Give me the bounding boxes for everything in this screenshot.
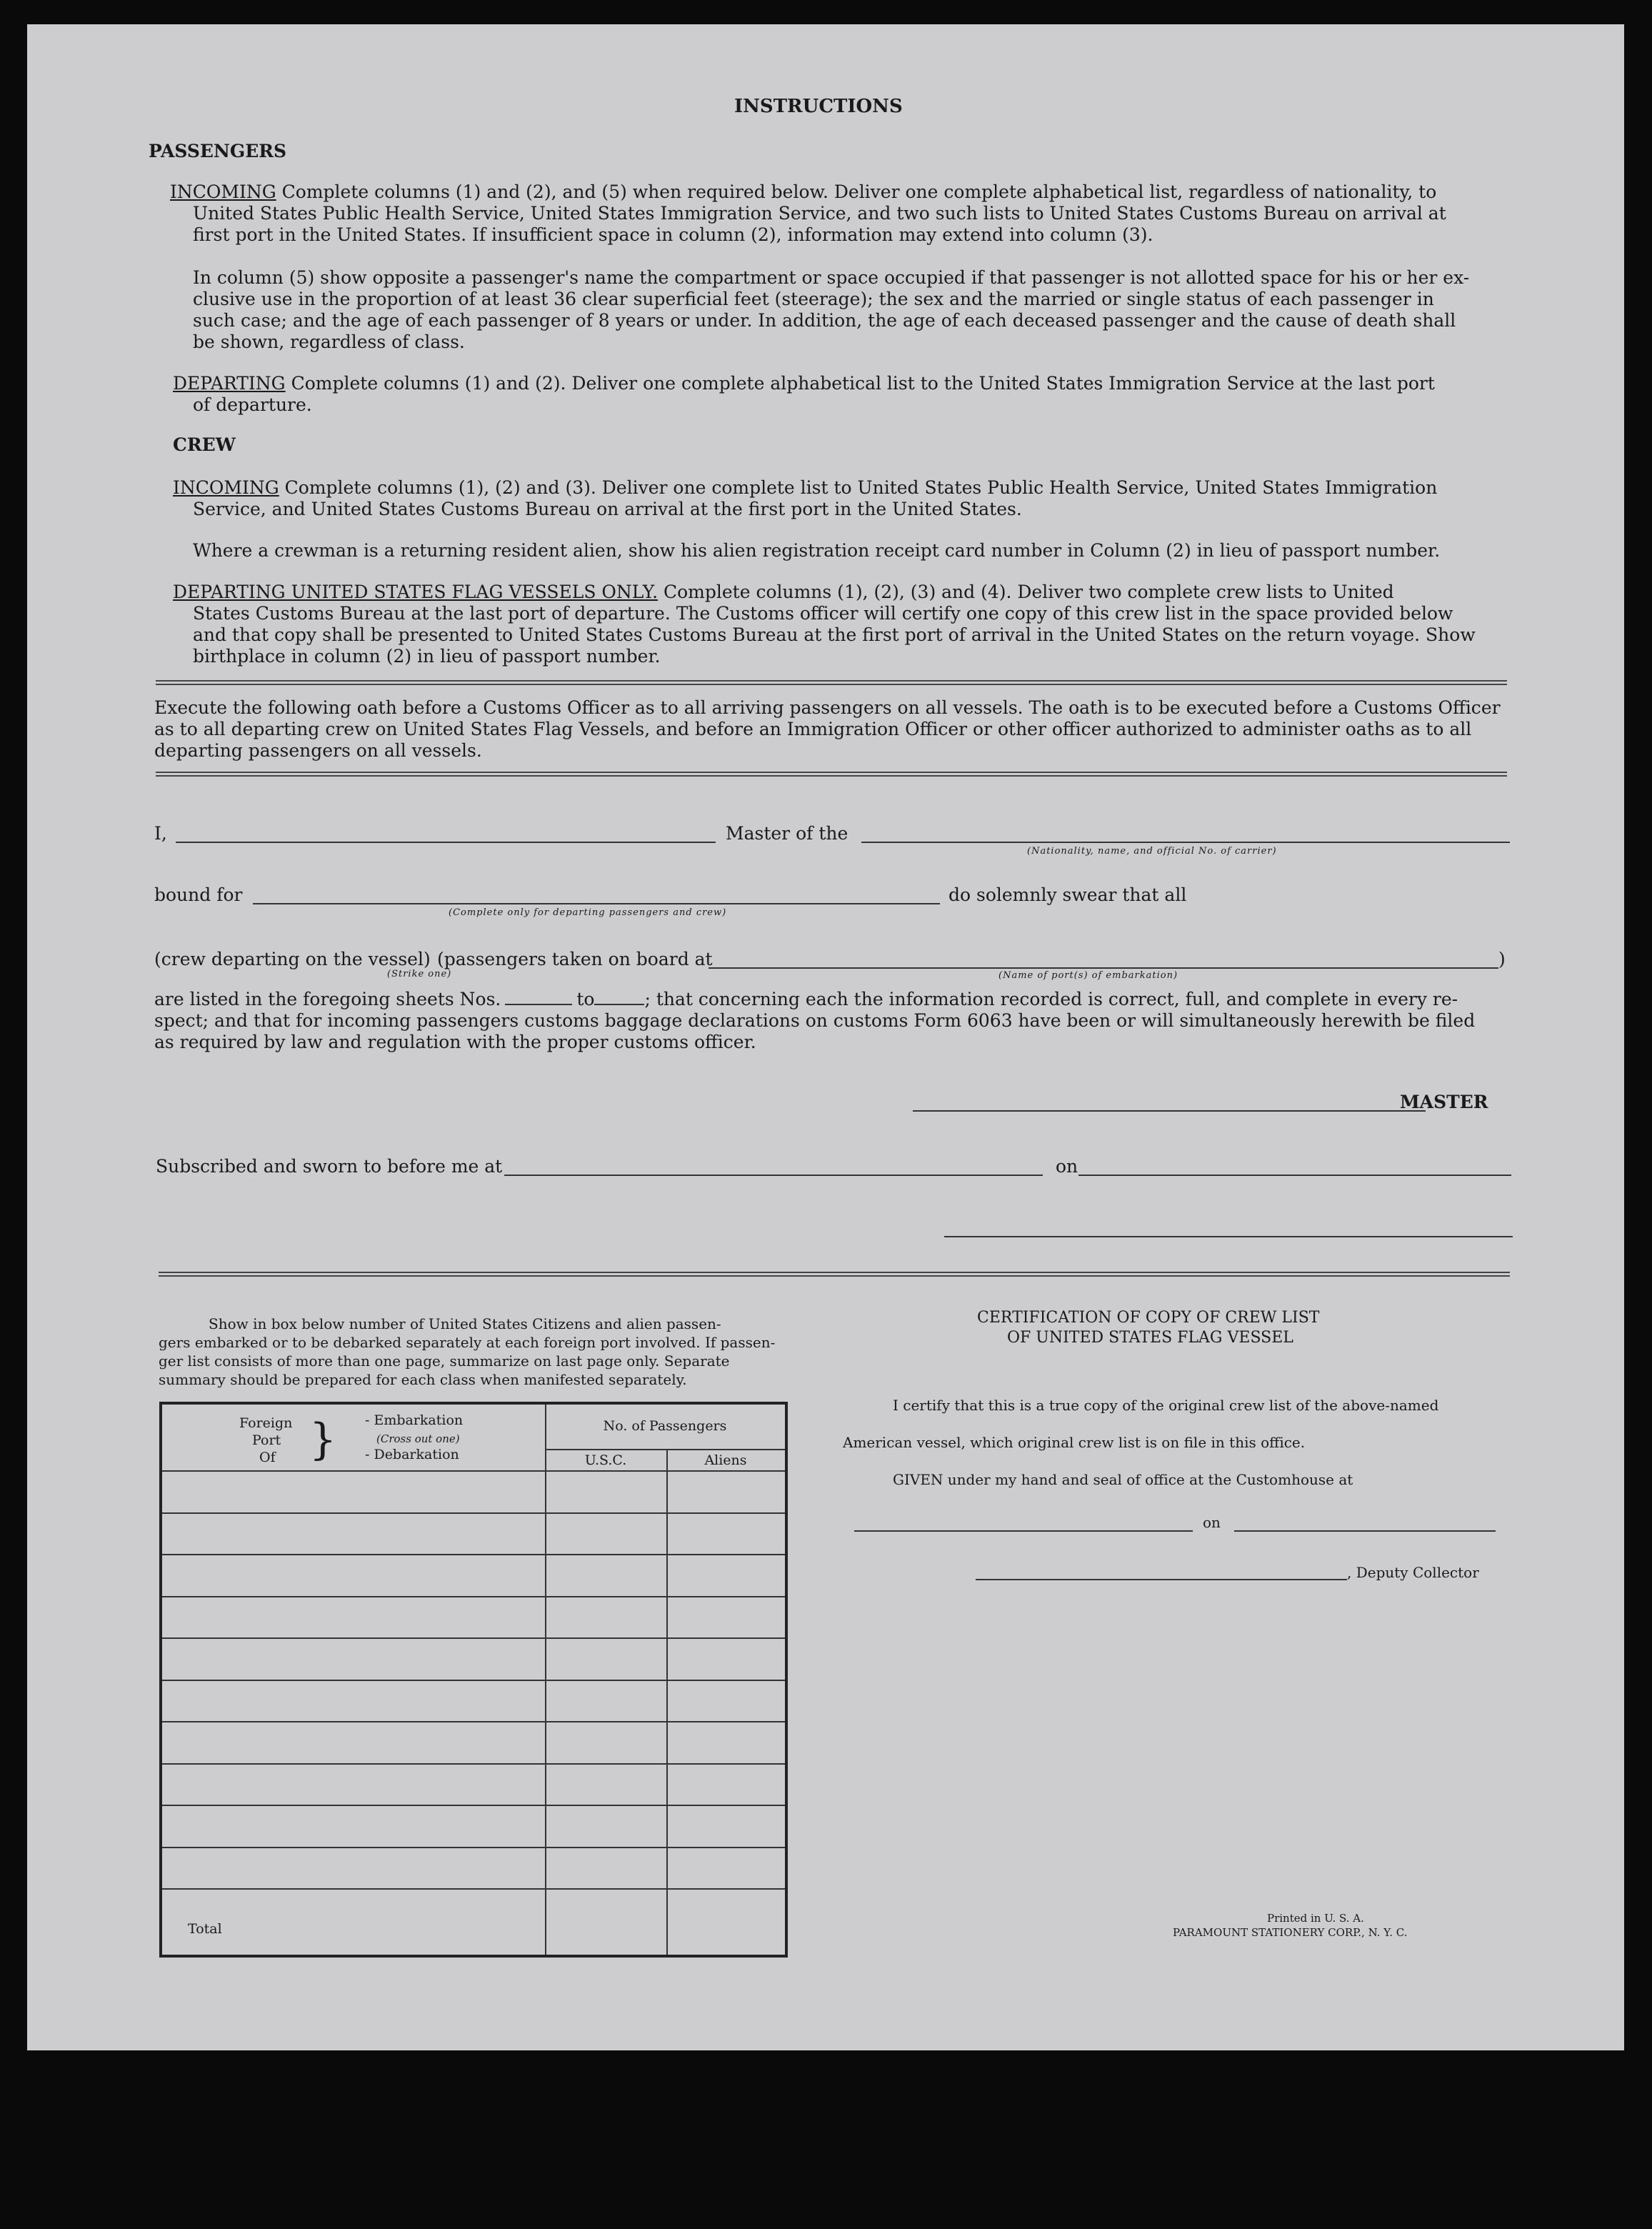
crew-incoming-label: INCOMING xyxy=(173,477,279,498)
table-row-line xyxy=(162,1680,785,1681)
column5-line-4: be shown, regardless of class. xyxy=(193,331,465,352)
aliens-header: Aliens xyxy=(704,1452,747,1468)
crew-departing-option[interactable]: (crew departing on the vessel) xyxy=(154,949,431,969)
deputy-collector-label: , Deputy Collector xyxy=(1347,1564,1479,1581)
summary-instr-line-4: summary should be prepared for each class when manifested separately. xyxy=(159,1371,687,1388)
column5-line-2: clusive use in the proportion of at least 36 clear superficial feet (steerage); the sex and the married or single status of each passenger in xyxy=(193,289,1434,309)
passengers-incoming-line-1: INCOMING Complete columns (1) and (2), and (5) when required below. Deliver one complete alphabetical list, regardless of nationality, to xyxy=(170,181,1437,202)
table-row-line xyxy=(162,1888,785,1890)
resident-alien-note: Where a crewman is a returning resident alien, show his alien registration receipt card number in Column (2) in lieu of passport number. xyxy=(193,540,1441,561)
oath-intro-line-2: as to all departing crew on United States Flag Vessels, and before an Immigration Officer or other officer authorized to administer oaths as to all xyxy=(154,719,1472,739)
printer-name: PARAMOUNT STATIONERY CORP., N. Y. C. xyxy=(1173,1926,1408,1939)
passengers-heading: PASSENGERS xyxy=(149,141,287,161)
crew-incoming-line-1: INCOMING Complete columns (1), (2) and (3). Deliver one complete list to United States Public Health Service, United States Immigration xyxy=(173,477,1438,498)
table-row-line xyxy=(162,1763,785,1765)
strike-one-caption: (Strike one) xyxy=(387,969,452,979)
printed-in-usa: Printed in U. S. A. xyxy=(1267,1912,1364,1925)
sworn-on-label: on xyxy=(1056,1156,1078,1177)
divider-2 xyxy=(156,772,1507,777)
column5-line-1: In column (5) show opposite a passenger's name the compartment or space occupied if that passenger is not allotted space for his or her ex- xyxy=(193,267,1470,288)
of-label: Of xyxy=(259,1450,276,1465)
cross-out-label: (Cross out one) xyxy=(376,1432,460,1445)
passengers-departing-line-2: of departure. xyxy=(193,394,312,415)
crew-heading: CREW xyxy=(173,434,236,455)
crew-departing-line-3: and that copy shall be presented to United States Customs Bureau at the first port of arrival in the United States on the return voyage. Show xyxy=(193,624,1476,645)
port-label: Port xyxy=(252,1432,281,1448)
master-label: MASTER xyxy=(1400,1092,1488,1112)
sworn-at-field[interactable] xyxy=(504,1175,1043,1176)
passengers-incoming-line-3: first port in the United States. If insufficient space in column (2), information may extend into column (3). xyxy=(193,224,1153,245)
cert-title-line-2: OF UNITED STATES FLAG VESSEL xyxy=(1007,1329,1293,1347)
bound-for: bound for xyxy=(154,884,243,905)
cert-line-2: American vessel, which original crew list is on file in this office. xyxy=(843,1434,1306,1451)
oath-intro-line-3: departing passengers on all vessels. xyxy=(154,740,482,761)
usc-header: U.S.C. xyxy=(584,1452,627,1468)
cert-title-line-1: CERTIFICATION OF COPY OF CREW LIST xyxy=(977,1309,1320,1327)
passengers-departing-line-1: DEPARTING Complete columns (1) and (2). Deliver one complete alphabetical list to the United States Immigration Service at the last port xyxy=(173,373,1435,394)
no-of-passengers-header: No. of Passengers xyxy=(603,1418,727,1434)
crew-departing-line-1: DEPARTING UNITED STATES FLAG VESSELS ONLY. Complete columns (1), (2), (3) and (4). Deliver two complete crew lists to United xyxy=(173,582,1394,602)
column5-line-3: such case; and the age of each passenger of 8 years or under. In addition, the age of each deceased passenger and the cause of death shall xyxy=(193,310,1456,331)
crew-departing-line-2: States Customs Bureau at the last port of departure. The Customs officer will certify one copy of this crew list in the space provided below xyxy=(193,603,1453,624)
summary-instr-line-3: ger list consists of more than one page, summarize on last page only. Separate xyxy=(159,1352,730,1370)
complete-only-caption: (Complete only for departing passengers and crew) xyxy=(449,907,727,918)
summary-instr-line-1: Show in box below number of United States Citizens and alien passen- xyxy=(209,1315,721,1332)
form-sheet xyxy=(27,24,1624,2050)
listed-line-2: spect; and that for incoming passengers customs baggage declarations on customs Form 6063 have been or will simultaneously herewith be filed xyxy=(154,1010,1476,1031)
table-row-line xyxy=(162,1512,785,1514)
brace: } xyxy=(309,1415,337,1465)
summary-instr-line-2: gers embarked or to be debarked separately at each foreign port involved. If passen- xyxy=(159,1334,776,1351)
passengers-taken-option[interactable]: (passengers taken on board at xyxy=(437,949,713,969)
passenger-summary-table xyxy=(159,1402,788,1958)
officer-signature-field[interactable] xyxy=(944,1236,1513,1237)
oath-i: I, xyxy=(154,823,167,844)
sworn-on-field[interactable] xyxy=(1078,1175,1511,1176)
table-row-line xyxy=(162,1847,785,1848)
customhouse-field[interactable] xyxy=(854,1530,1193,1532)
listed-line-1: are listed in the foregoing sheets Nos. to ; that concerning each the information recorded is correct, full, and complete in every re- xyxy=(154,989,1458,1009)
listed-line-3: as required by law and regulation with the proper customs officer. xyxy=(154,1032,756,1052)
crew-departing-line-4: birthplace in column (2) in lieu of passport number. xyxy=(193,646,661,667)
sheet-from-field[interactable] xyxy=(505,1004,572,1005)
page-title: INSTRUCTIONS xyxy=(734,96,903,117)
crew-incoming-line-2: Service, and United States Customs Bureau on arrival at the first port in the United States. xyxy=(193,499,1022,519)
name-of-ports-caption: (Name of port(s) of embarkation) xyxy=(998,970,1178,981)
subscribed: Subscribed and sworn to before me at xyxy=(156,1156,503,1177)
passengers-incoming-line-2: United States Public Health Service, United States Immigration Service, and two such lists to United States Customs Bureau on arrival at xyxy=(193,203,1446,224)
table-row-line xyxy=(162,1596,785,1597)
crew-departing-label: DEPARTING UNITED STATES FLAG VESSELS ONLY. xyxy=(173,582,659,602)
port-embarkation-field[interactable] xyxy=(709,967,1498,969)
cert-date-field[interactable] xyxy=(1234,1530,1496,1532)
embarkation-label[interactable]: - Embarkation xyxy=(365,1412,464,1428)
sheet-to-field[interactable] xyxy=(594,1004,644,1005)
solemnly-swear: do solemnly swear that all xyxy=(948,884,1187,905)
table-row-line xyxy=(162,1721,785,1722)
deputy-signature-field[interactable] xyxy=(976,1579,1347,1580)
incoming-label: INCOMING xyxy=(170,181,276,202)
table-row-line xyxy=(162,1637,785,1639)
close-paren: ) xyxy=(1498,949,1506,969)
bound-for-field[interactable] xyxy=(253,903,940,904)
master-of-the: Master of the xyxy=(726,823,848,844)
foreign-label: Foreign xyxy=(239,1415,293,1431)
departing-label: DEPARTING xyxy=(173,373,286,394)
total-label: Total xyxy=(188,1921,222,1937)
divider-3 xyxy=(159,1272,1510,1277)
table-row-line xyxy=(162,1805,785,1806)
oath-intro-line-1: Execute the following oath before a Customs Officer as to all arriving passengers on all vessels. The oath is to be executed before a Customs Officer xyxy=(154,697,1501,718)
nationality-caption: (Nationality, name, and official No. of carrier) xyxy=(1027,846,1277,857)
cert-line-3: GIVEN under my hand and seal of office at the Customhouse at xyxy=(893,1471,1353,1488)
master-name-field[interactable] xyxy=(176,842,716,843)
divider-1 xyxy=(156,680,1507,685)
carrier-field[interactable] xyxy=(861,842,1510,843)
cert-line-1: I certify that this is a true copy of the original crew list of the above-named xyxy=(893,1397,1439,1414)
debarkation-label[interactable]: - Debarkation xyxy=(365,1447,459,1462)
master-signature-field[interactable] xyxy=(913,1110,1426,1112)
cert-on-label: on xyxy=(1203,1514,1221,1531)
table-row-line xyxy=(162,1554,785,1555)
